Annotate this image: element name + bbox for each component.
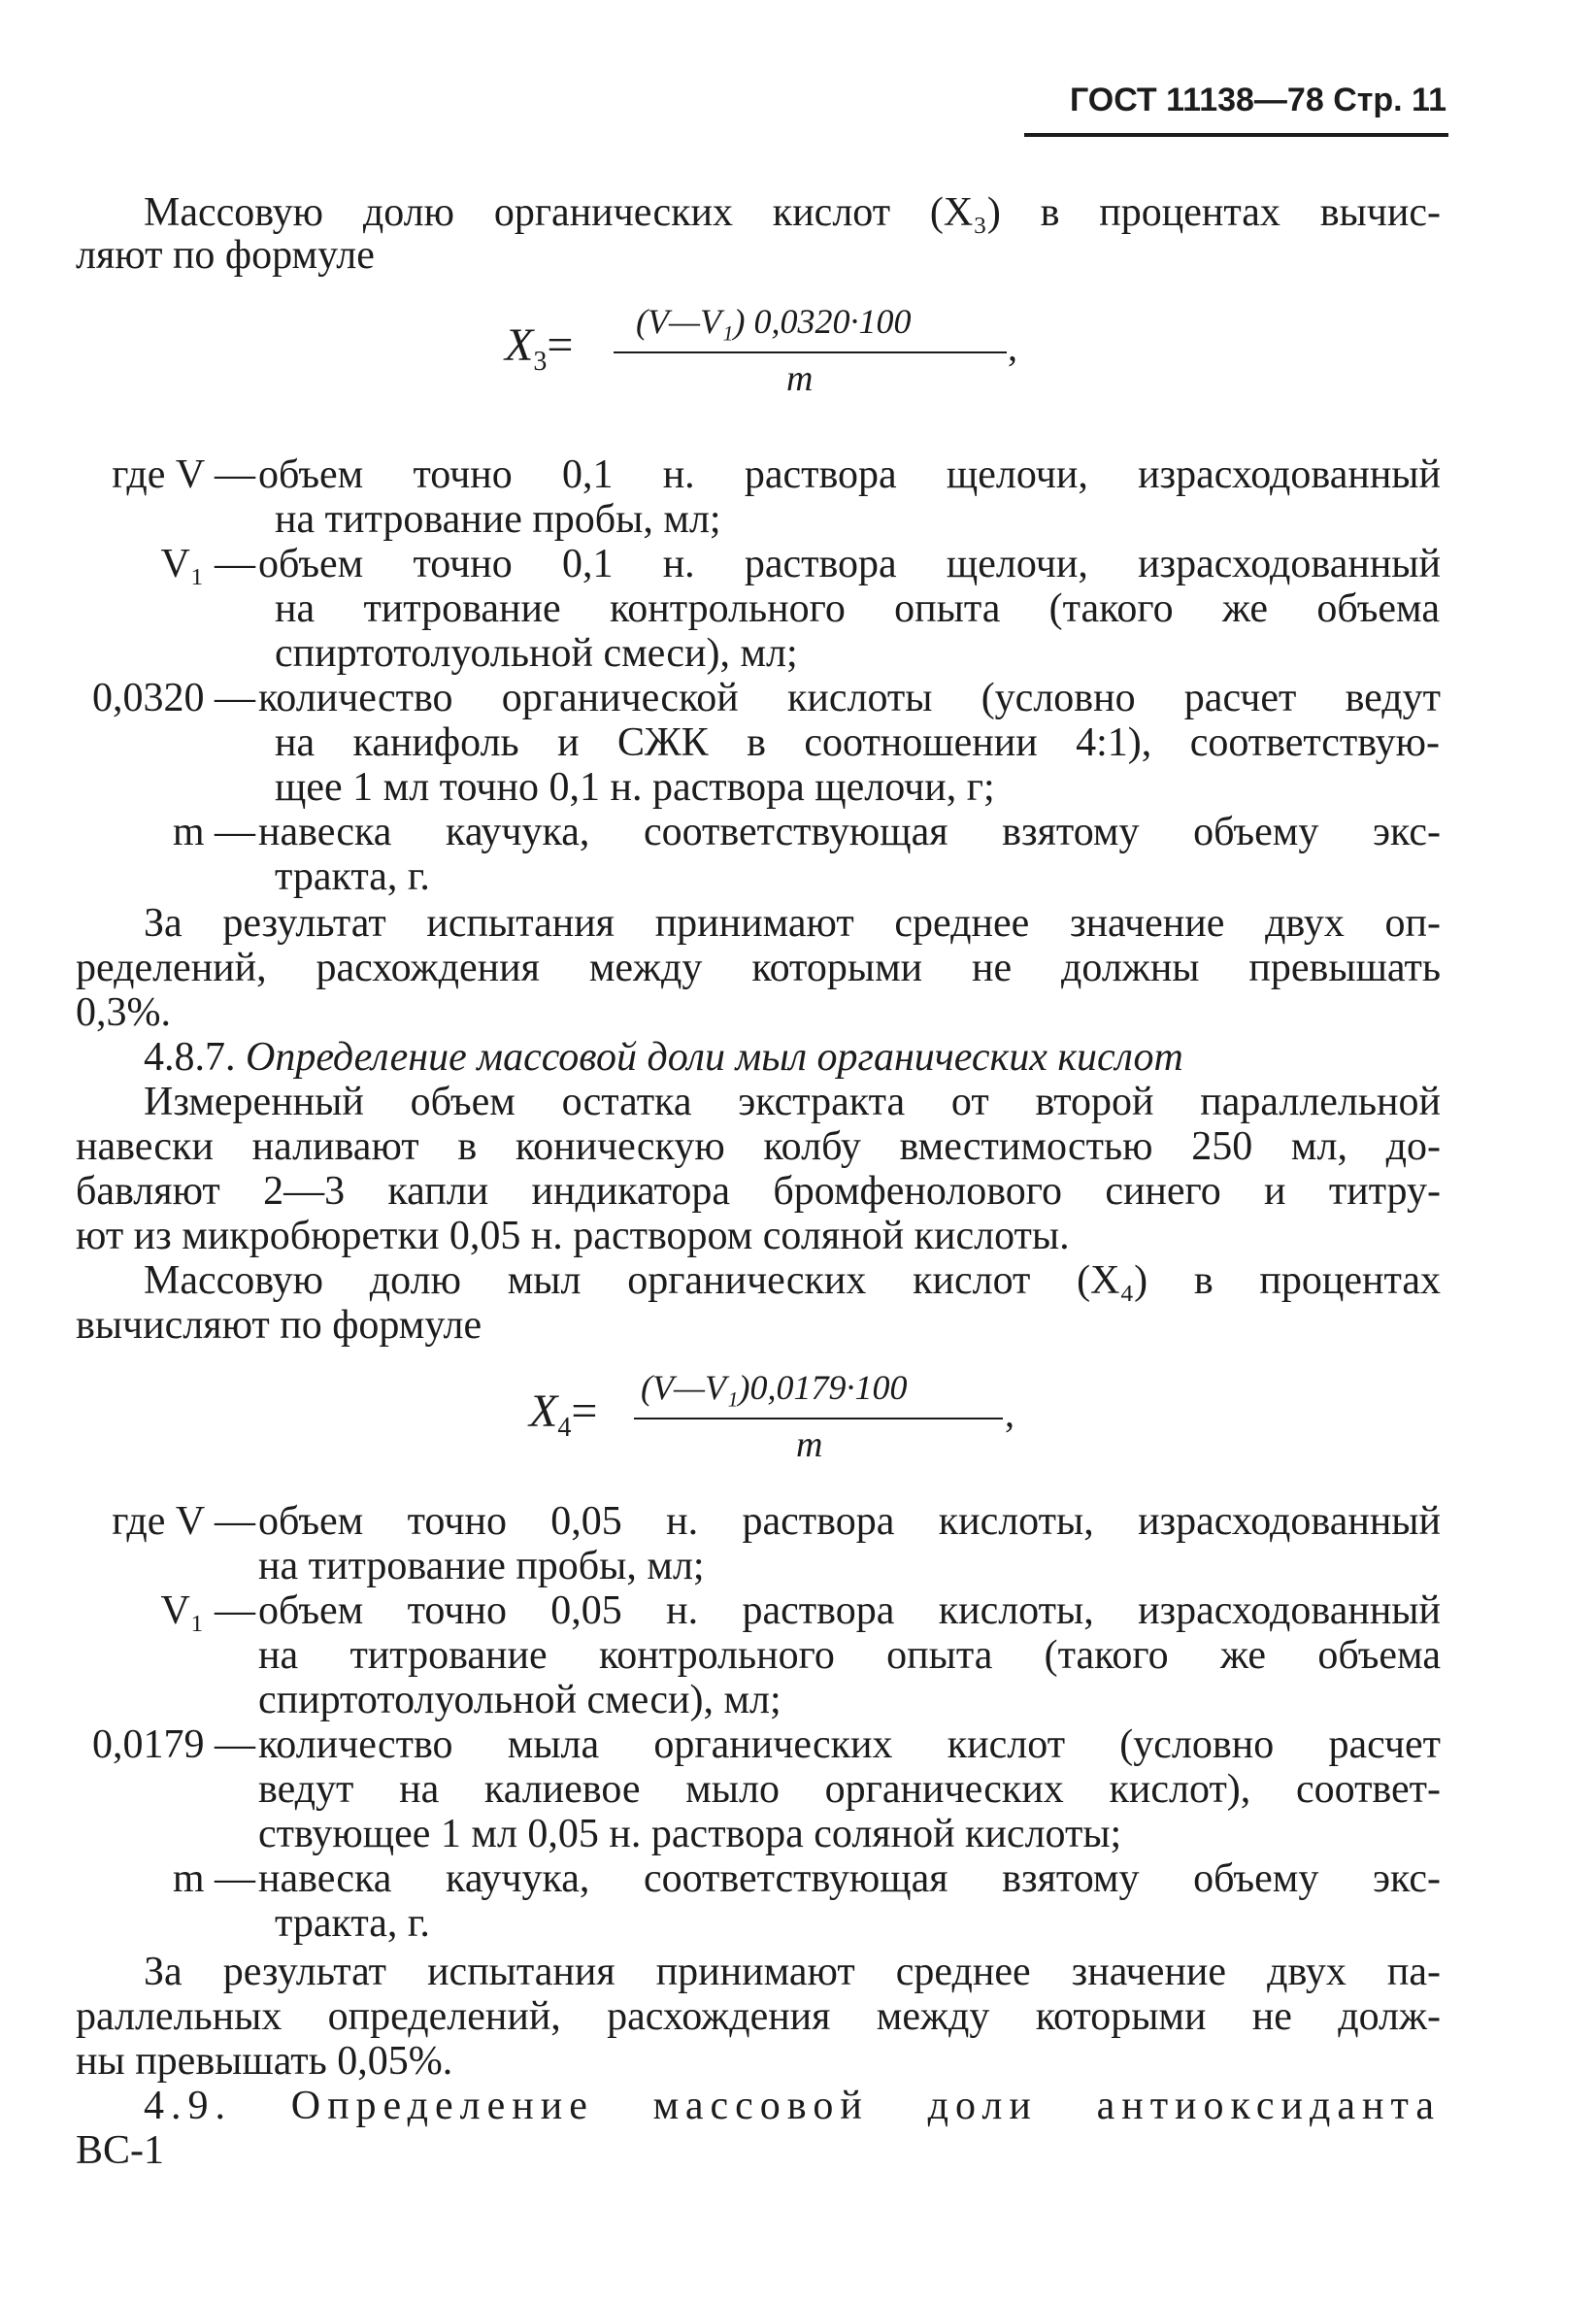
section-487-heading (144, 1035, 1441, 1080)
section-487-title: Определение массовой доли мыл органических кислот (246, 1035, 1183, 1080)
def-x3-m-line2: тракта, г. (275, 854, 430, 899)
header-rule (1024, 133, 1448, 137)
def-x4-v1-line3: спиртотолуольной смеси), мл; (258, 1678, 781, 1722)
section-49-heading: 4.9. Определение массовой доли антиоксиданта (144, 2084, 1441, 2128)
def-x3-v1-line3: спиртотолуольной смеси), мл; (275, 631, 798, 676)
def-x4-term-m: m — (172, 1856, 255, 1901)
formula-x3-lhs: $X_3=$ (505, 319, 574, 377)
result-x4-line1: За результат испытания принимают среднее значение двух па- (144, 1950, 1441, 1994)
def-x3-v-line2: на титрование пробы, мл; (275, 497, 721, 542)
def-x3-v1-line1: объем точно 0,1 н. раствора щелочи, израсходованный (258, 542, 1441, 586)
formula-x4 (529, 1367, 1014, 1474)
section-49-continuation: ВС-1 (76, 2128, 165, 2173)
formula-x3-comma: , (1008, 325, 1017, 369)
def-x4-v1-line1: объем точно 0,05 н. раствора кислоты, израсходованный (258, 1588, 1441, 1633)
def-x4-m-line2: тракта, г. (275, 1901, 430, 1946)
def-x4-coef-line3: ствующее 1 мл 0,05 н. раствора соляной кислоты; (258, 1812, 1122, 1856)
procedure-487-line3: бавляют 2—3 капли индикатора бромфенолового синего и титру- (76, 1169, 1441, 1214)
procedure-487-line4: ют из микробюретки 0,05 н. раствором соляной кислоты. (76, 1214, 1070, 1258)
def-x4-v-line2: на титрование пробы, мл; (258, 1544, 705, 1588)
def-x3-term-m: m — (172, 810, 255, 854)
formula-x3-numerator: (V—V₁) 0,0320·100 (636, 302, 912, 341)
def-x4-v1-line2: на титрование контрольного опыта (такого же объема (258, 1633, 1441, 1678)
intro-x4-line2: вычисляют по формуле (76, 1303, 482, 1348)
def-x4-term-v1: V₁ — (160, 1588, 255, 1633)
def-x3-term-coef: 0,0320 — (92, 676, 255, 720)
formula-x3 (505, 301, 1017, 408)
procedure-487-line2: навески наливают в коническую колбу вместимостью 250 мл, до- (76, 1124, 1441, 1169)
def-x4-m-line1: навеска каучука, соответствующая взятому объему экс- (258, 1856, 1441, 1901)
def-x3-coef-line2: на канифоль и СЖК в соотношении 4:1), соответствую- (275, 720, 1440, 765)
formula-x3-fraction-line (614, 351, 1007, 353)
formula-x4-denominator: m (796, 1424, 823, 1465)
def-x4-term-coef: 0,0179 — (92, 1722, 255, 1767)
def-x3-term-v: где V — (112, 452, 255, 497)
intro-x3-line1: Массовую долю органических кислот (X₃) в процентах вычис- (144, 190, 1441, 235)
def-x3-v-line1: объем точно 0,1 н. раствора щелочи, израсходованный (258, 452, 1441, 497)
def-x3-coef-line3: щее 1 мл точно 0,1 н. раствора щелочи, г; (275, 765, 995, 810)
formula-x3-denominator: m (786, 358, 814, 399)
def-x4-term-v: где V — (112, 1499, 255, 1544)
def-x3-term-v1: V₁ — (160, 542, 255, 586)
result-x4-line2: раллельных определений, расхождения между которыми не долж- (76, 1994, 1441, 2039)
result-x3-line2: ределений, расхождения между которыми не должны превышать (76, 946, 1441, 990)
def-x4-v-line1: объем точно 0,05 н. раствора кислоты, израсходованный (258, 1499, 1441, 1544)
formula-x4-numerator: (V—V₁)0,0179·100 (641, 1368, 908, 1407)
def-x3-coef-line1: количество органической кислоты (условно расчет ведут (258, 676, 1441, 720)
intro-x3-line2: ляют по формуле (76, 233, 375, 278)
result-x3-line1: За результат испытания принимают среднее значение двух оп- (144, 901, 1441, 946)
procedure-487-line1: Измеренный объем остатка экстракта от второй параллельной (144, 1080, 1441, 1124)
page-header: ГОСТ 11138—78 Стр. 11 (1069, 82, 1446, 118)
result-x3-line3: 0,3%. (76, 990, 171, 1035)
def-x3-m-line1: навеска каучука, соответствующая взятому объему экс- (258, 810, 1441, 854)
def-x4-coef-line2: ведут на калиевое мыло органических кислот), соответ- (258, 1767, 1441, 1812)
result-x4-line3: ны превышать 0,05%. (76, 2039, 453, 2084)
formula-x4-lhs: $X_4=$ (529, 1386, 598, 1443)
def-x3-v1-line2: на титрование контрольного опыта (такого же объема (275, 586, 1440, 631)
section-487-number: 4.8.7. (144, 1035, 236, 1080)
intro-x4-line1: Массовую долю мыл органических кислот (X₄) в процентах (144, 1258, 1441, 1303)
def-x4-coef-line1: количество мыла органических кислот (условно расчет (258, 1722, 1441, 1767)
formula-x4-fraction-line (634, 1418, 1003, 1419)
formula-x4-comma: , (1005, 1391, 1014, 1435)
